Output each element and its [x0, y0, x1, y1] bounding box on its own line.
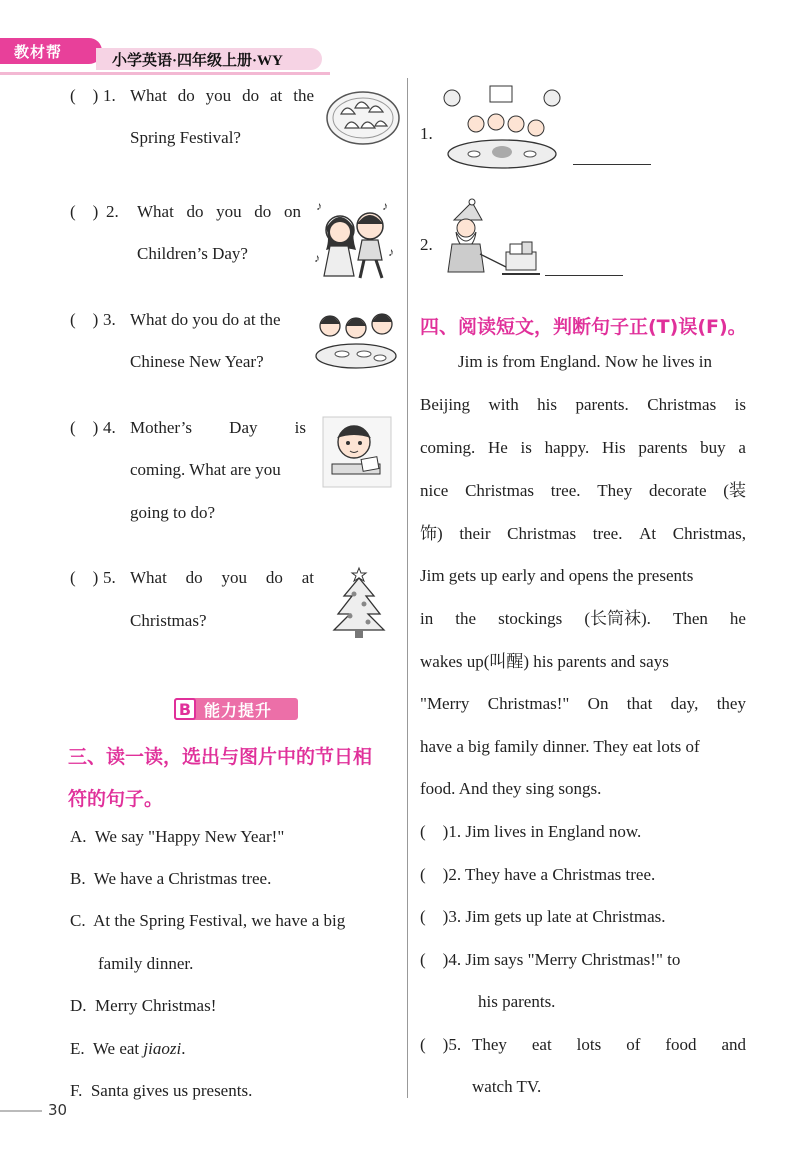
- picture-1-number: 1.: [420, 124, 433, 143]
- svg-text:♪: ♪: [388, 245, 394, 259]
- book-title: 小学英语·四年级上册·WY: [96, 48, 322, 70]
- brand-badge: 教材帮: [0, 38, 102, 64]
- match-item-3-line2: Chinese New Year?: [130, 352, 264, 371]
- passage-line-2: Beijing with his parents. Christmas is: [420, 395, 746, 414]
- tf-answer-5[interactable]: ( ): [420, 1035, 449, 1054]
- option-f: F. Santa gives us presents.: [70, 1081, 253, 1100]
- passage-line-4: nice Christmas tree. They decorate (装: [420, 481, 746, 500]
- passage-line-5: 饰) their Christmas tree. At Christmas,: [420, 524, 746, 543]
- tf-answer-1[interactable]: ( ): [420, 822, 449, 841]
- match-item-5-line1: What do you do at: [130, 568, 314, 587]
- header-underline: [0, 72, 330, 75]
- match-item-3-paren[interactable]: ( ): [70, 310, 99, 329]
- section-b-label: [174, 698, 298, 720]
- match-item-2-paren[interactable]: ( ): [70, 202, 99, 221]
- match-item-4-number: 4.: [103, 418, 116, 437]
- tf-question-5-continued: watch TV.: [472, 1077, 542, 1096]
- option-a: A. We say "Happy New Year!": [70, 827, 285, 846]
- section3-heading-line1: 三、读一读，选出与图片中的节日相: [68, 746, 373, 768]
- match-item-4-line1: Mother’s Day is: [130, 418, 306, 437]
- tf-question-2: ( )2. They have a Christmas tree.: [420, 865, 656, 884]
- tf-answer-2[interactable]: ( ): [420, 865, 449, 884]
- match-item-1-line1: What do you do at the: [130, 86, 314, 105]
- santa-sleigh-icon: [440, 198, 544, 282]
- option-d: D. Merry Christmas!: [70, 996, 217, 1015]
- tf-question-3: ( )3. Jim gets up late at Christmas.: [420, 907, 666, 926]
- tf-question-5: They eat lots of food and: [472, 1035, 746, 1054]
- tf-question-1: ( )1. Jim lives in England now.: [420, 822, 642, 841]
- match-item-3-number: 3.: [103, 310, 116, 329]
- match-item-4-paren[interactable]: ( ): [70, 418, 99, 437]
- svg-text:♪: ♪: [314, 251, 320, 265]
- passage-line-10: have a big family dinner. They eat lots of: [420, 737, 700, 756]
- christmas-tree-icon: [330, 564, 388, 642]
- passage-line-1: Jim is from England. Now he lives in: [458, 352, 713, 371]
- match-item-5-paren[interactable]: ( ): [70, 568, 99, 587]
- match-item-4-line2: coming. What are you: [130, 460, 281, 479]
- option-b: B. We have a Christmas tree.: [70, 869, 272, 888]
- option-c: C. At the Spring Festival, we have a big: [70, 911, 346, 930]
- footer-line: [0, 1110, 42, 1112]
- match-item-1-paren[interactable]: ( ): [70, 86, 99, 105]
- tf-question-5-prefix: ( )5.: [420, 1035, 462, 1054]
- match-item-1-number: 1.: [103, 86, 116, 105]
- answer-blank-2[interactable]: [545, 275, 623, 276]
- passage-line-3: coming. He is happy. His parents buy a: [420, 438, 746, 457]
- svg-text:♪: ♪: [316, 199, 322, 213]
- tf-answer-3[interactable]: ( ): [420, 907, 449, 926]
- new-year-dinner-icon: [440, 84, 564, 176]
- section-b-letter: B: [174, 698, 196, 720]
- match-item-1-line2: Spring Festival?: [130, 128, 241, 147]
- answer-blank-1[interactable]: [573, 164, 651, 165]
- match-item-4-line3: going to do?: [130, 503, 215, 522]
- tf-answer-4[interactable]: ( ): [420, 950, 449, 969]
- option-c-continued: family dinner.: [98, 954, 194, 973]
- passage-line-7: in the stockings (长筒袜). Then he: [420, 609, 746, 628]
- section4-heading: 四、阅读短文，判断句子正(T)误(F)。: [420, 316, 747, 338]
- column-divider: [407, 78, 408, 1098]
- section3-heading-line2: 符的句子。: [68, 788, 164, 810]
- picture-2-number: 2.: [420, 235, 433, 254]
- match-item-2-line2: Children’s Day?: [137, 244, 248, 263]
- dumplings-icon: [325, 88, 401, 146]
- match-item-3-line1: What do you do at the: [130, 310, 281, 329]
- passage-line-6: Jim gets up early and opens the presents: [420, 566, 694, 585]
- section-b-title: 能力提升: [204, 700, 273, 720]
- option-e: E. We eat jiaozi.: [70, 1039, 186, 1058]
- passage-line-8: wakes up(叫醒) his parents and says: [420, 652, 669, 671]
- tf-question-4: ( )4. Jim says "Merry Christmas!" to: [420, 950, 681, 969]
- page-number: 30: [48, 1101, 68, 1119]
- dancing-children-icon: [312, 196, 398, 284]
- passage-line-9: "Merry Christmas!" On that day, they: [420, 694, 746, 713]
- svg-text:♪: ♪: [382, 199, 388, 213]
- match-item-2-number: 2.: [106, 202, 119, 221]
- passage-line-11: food. And they sing songs.: [420, 779, 602, 798]
- tf-question-4-continued: his parents.: [478, 992, 556, 1011]
- match-item-5-line2: Christmas?: [130, 611, 207, 630]
- family-dinner-icon: [314, 306, 398, 372]
- match-item-2-line1: What do you do on: [137, 202, 301, 221]
- match-item-5-number: 5.: [103, 568, 116, 587]
- boy-card-icon: [322, 416, 392, 488]
